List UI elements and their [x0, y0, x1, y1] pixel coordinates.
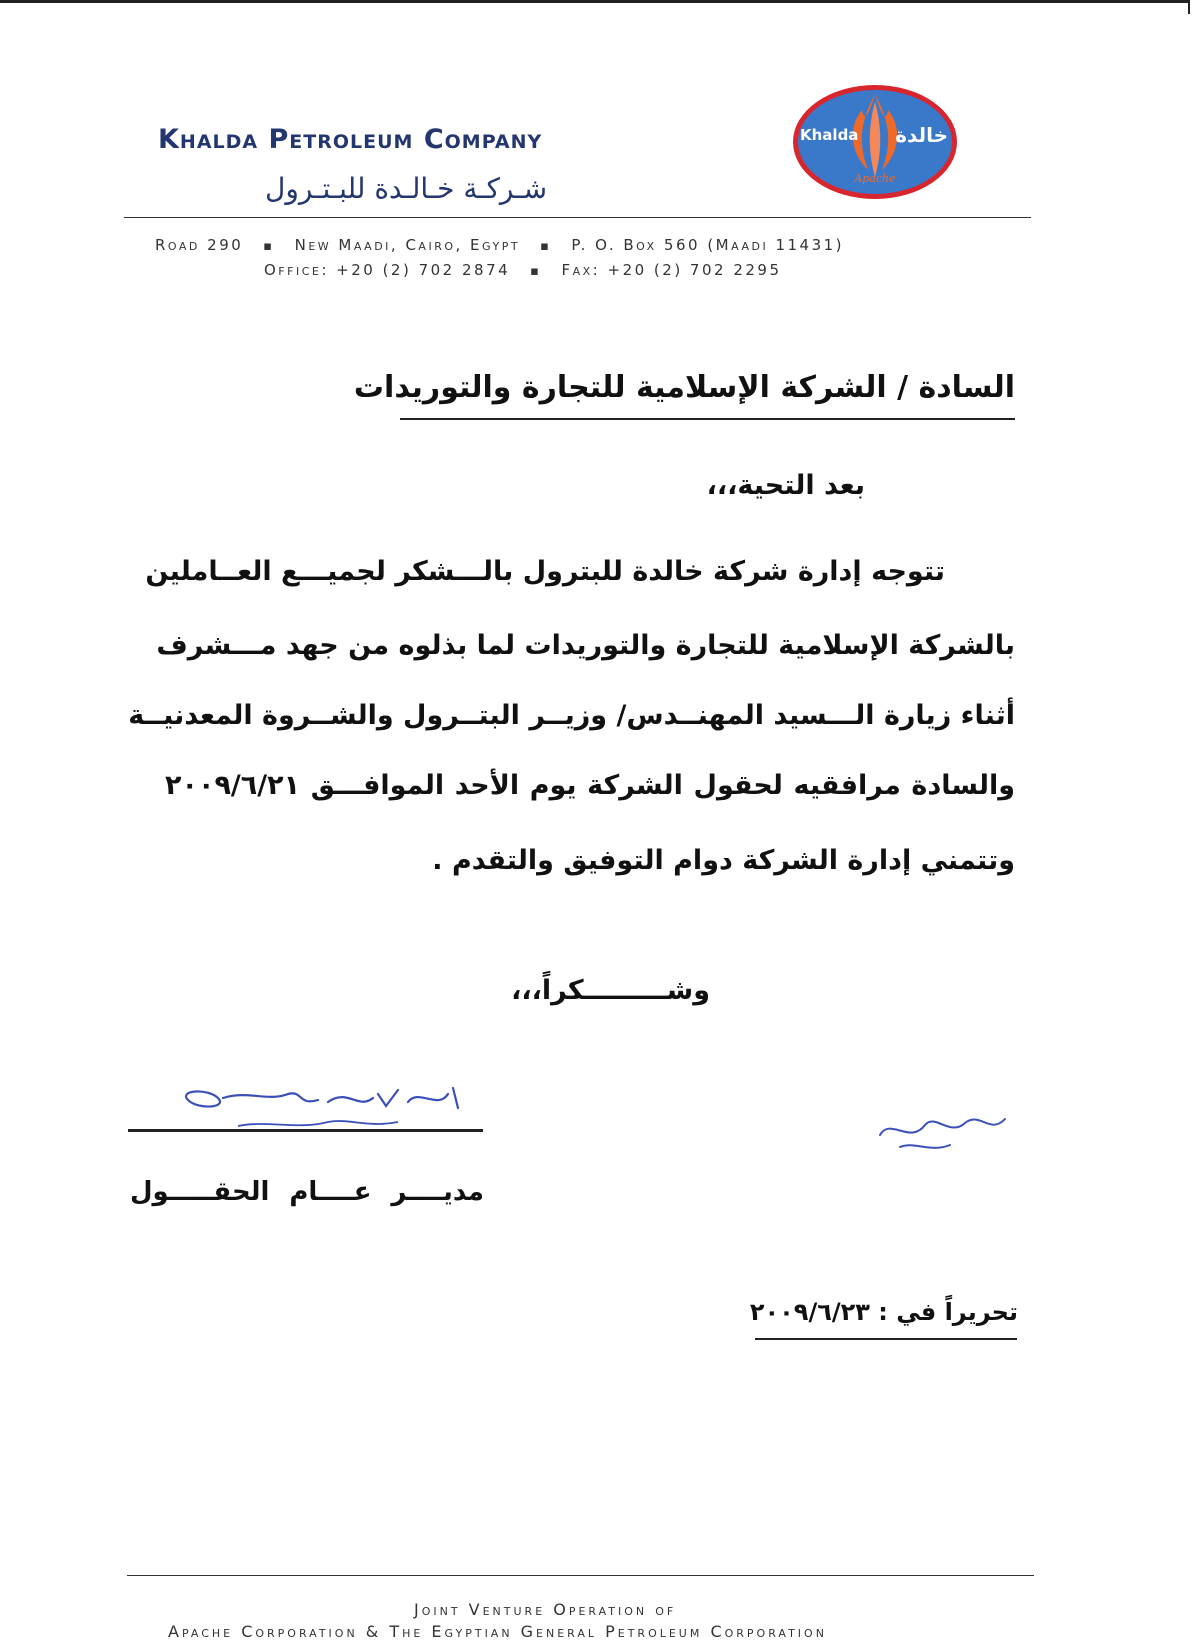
footer-rule	[127, 1575, 1034, 1576]
contact-line	[264, 261, 782, 279]
corner-mark	[1188, 0, 1190, 14]
recipient-line: السادة / الشركة الإسلامية للتجارة والتوريدات	[353, 370, 1015, 405]
closing-thanks: وشـــــــــكراً،،،	[511, 975, 710, 1006]
body-paragraph-line: تتوجه إدارة شركة خالدة للبترول بالـــشكر لجميـــع العــاملين	[145, 556, 945, 587]
signatory-title: مديــــر عــــام الحقـــــول	[130, 1177, 484, 1207]
footer-line-2: Apache Corporation & The Egyptian General Petroleum Corporation	[168, 1622, 827, 1641]
body-paragraph-line: بالشركة الإسلامية للتجارة والتوريدات لما بذلوه من جهد مـــشرف	[156, 630, 1015, 661]
address-po-box: P. O. Box 560 (Maadi 11431)	[571, 236, 845, 254]
company-name-english: Khalda Petroleum Company	[158, 124, 543, 155]
body-paragraph-line: أثناء زيارة الـــسيد المهنــدس/ وزيــر البتــرول والشــروة المعدنيــة	[128, 700, 1015, 731]
bullet-separator: ▪	[530, 264, 542, 279]
signature-line	[128, 1129, 483, 1132]
address-line	[155, 236, 844, 254]
logo-text-english: Khalda	[800, 126, 859, 144]
recipient-underline	[400, 418, 1015, 420]
top-border	[0, 0, 1190, 3]
company-name-arabic: شـركـة خـالـدة للبـتـرول	[265, 172, 548, 205]
written-date-underline	[755, 1338, 1017, 1340]
bullet-separator: ▪	[540, 239, 552, 254]
header-rule	[124, 217, 1031, 218]
fax-number: Fax: +20 (2) 702 2295	[561, 261, 782, 279]
body-paragraph-line: والسادة مرافقيه لحقول الشركة يوم الأحد الموافـــق ٢٠٠٩/٦/٢١	[165, 770, 1015, 801]
greeting: بعد التحية،،،	[706, 470, 865, 501]
handwritten-initials	[870, 1105, 1010, 1160]
written-date: تحريراً في : ٢٠٠٩/٦/٢٣	[749, 1298, 1018, 1326]
khalda-logo	[790, 82, 960, 202]
body-paragraph-line: وتتمني إدارة الشركة دوام التوفيق والتقدم .	[432, 845, 1015, 876]
bullet-separator: ▪	[263, 239, 275, 254]
logo-text-arabic: خالدة	[895, 123, 948, 147]
footer-line-1: Joint Venture Operation of	[414, 1600, 677, 1619]
office-phone: Office: +20 (2) 702 2874	[264, 261, 511, 279]
address-road: Road 290	[155, 236, 244, 254]
logo-subtext: Apache	[854, 172, 896, 185]
address-city: New Maadi, Cairo, Egypt	[294, 236, 521, 254]
